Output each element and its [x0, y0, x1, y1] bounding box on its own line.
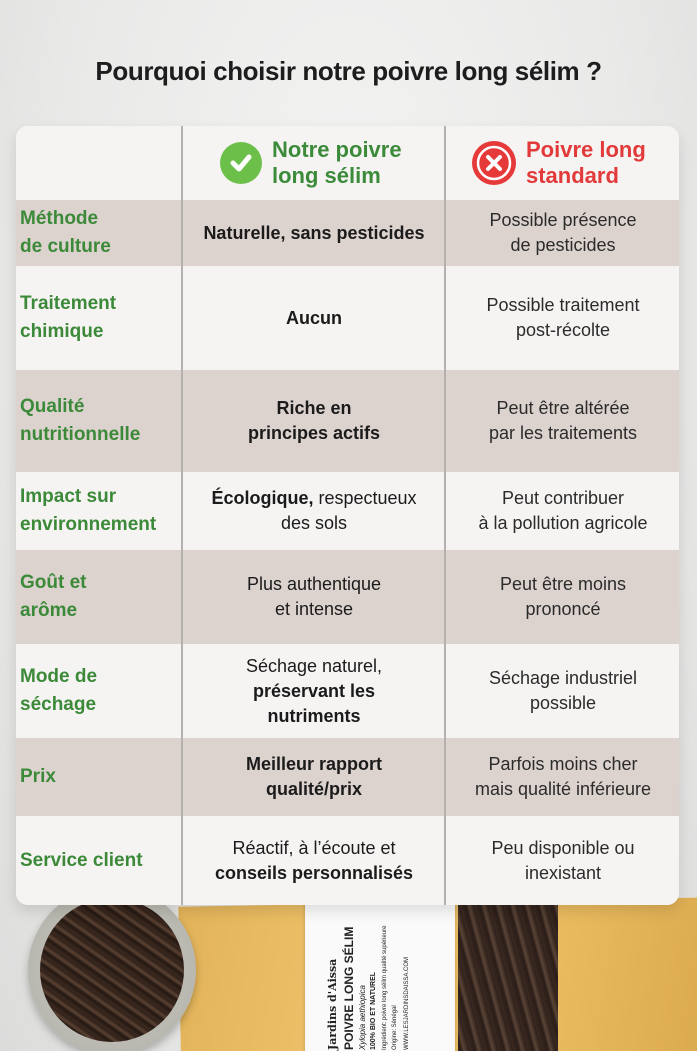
- label-latin: Xylopia aethiopica: [358, 985, 367, 1050]
- row-criterion: Prix: [20, 766, 56, 787]
- row-standard-value: Possible présence de pesticides: [489, 210, 637, 255]
- table-row: [16, 816, 679, 905]
- label-ingredient: Ingrédient: poivre long sélim qualité supérieure: [382, 925, 388, 1050]
- header-standard: [472, 126, 646, 200]
- table-header: [16, 126, 679, 200]
- row-criterion: Goût et arôme: [20, 572, 87, 621]
- table-row: [16, 266, 679, 370]
- row-criterion: Service client: [20, 849, 143, 871]
- header-standard-label: Poivre long standard: [526, 137, 646, 188]
- row-standard-value: Peu disponible ou inexistant: [491, 837, 635, 883]
- row-ours-value: Plus authentique et intense: [246, 574, 382, 619]
- bag-window-peppers: [458, 902, 558, 1051]
- jar-peppers: [40, 898, 184, 1042]
- column-divider: [181, 126, 183, 905]
- row-ours-bold: préservant les nutriments: [252, 680, 376, 726]
- table-row: [16, 200, 679, 266]
- row-ours-bold: Écologique,: [211, 488, 314, 508]
- table-row: [16, 644, 679, 738]
- row-criterion: Impact sur environnement: [20, 486, 157, 535]
- row-ours-value: Riche en principes actifs: [247, 398, 381, 443]
- row-standard-value: Peut contribuer à la pollution agricole: [478, 488, 648, 533]
- table-row: [16, 738, 679, 816]
- row-ours-rest: respectueux des sols: [280, 488, 417, 533]
- row-ours-value: Aucun: [286, 307, 342, 328]
- label-origin: Origine: Sénégal: [392, 1005, 398, 1050]
- row-ours-pre: Séchage naturel,: [245, 655, 383, 676]
- table-row: [16, 370, 679, 472]
- row-ours-value: [246, 654, 382, 729]
- table-row: [16, 472, 679, 550]
- table-row: [16, 550, 679, 644]
- row-standard-value: Peut être moins prononcé: [499, 574, 627, 619]
- header-ours: [220, 126, 402, 200]
- label-name: POIVRE LONG SÉLIM: [342, 926, 356, 1050]
- label-brand: Jardins d'Aissa: [326, 958, 339, 1050]
- row-ours-value: Naturelle, sans pesticides: [203, 222, 425, 243]
- page-title: Pourquoi choisir notre poivre long sélim ?: [95, 56, 602, 86]
- row-ours-value: [211, 486, 416, 536]
- row-criterion: Traitement chimique: [20, 293, 117, 342]
- row-criterion: Qualité nutritionnelle: [20, 396, 141, 445]
- cross-icon: [472, 141, 516, 185]
- row-standard-value: Possible traitement post-récolte: [486, 295, 640, 340]
- comparison-table: [16, 126, 679, 905]
- row-ours-value: Meilleur rapport qualité/prix: [245, 754, 383, 799]
- column-divider: [444, 126, 446, 905]
- row-ours-pre: Réactif, à l’écoute et: [232, 837, 396, 858]
- header-ours-label: Notre poivre long sélim: [272, 137, 402, 188]
- pepper-jar: [28, 886, 196, 1051]
- check-icon: [220, 142, 262, 184]
- row-standard-value: Parfois moins cher mais qualité inférieure: [474, 754, 652, 799]
- product-photo: [0, 880, 697, 1051]
- row-criterion: Méthode de culture: [20, 208, 111, 257]
- row-standard-value: Séchage industriel possible: [488, 668, 638, 713]
- row-ours-value: [215, 836, 413, 886]
- bag-label-text: [320, 900, 470, 1050]
- row-ours-bold: conseils personnalisés: [214, 862, 414, 883]
- label-website: WWW.LESJARDINSDAISSA.COM: [404, 956, 410, 1050]
- row-criterion: Mode de séchage: [20, 666, 98, 715]
- row-standard-value: Peut être altérée par les traitements: [488, 398, 638, 443]
- label-claim: 100% BIO ET NATUREL: [370, 971, 377, 1050]
